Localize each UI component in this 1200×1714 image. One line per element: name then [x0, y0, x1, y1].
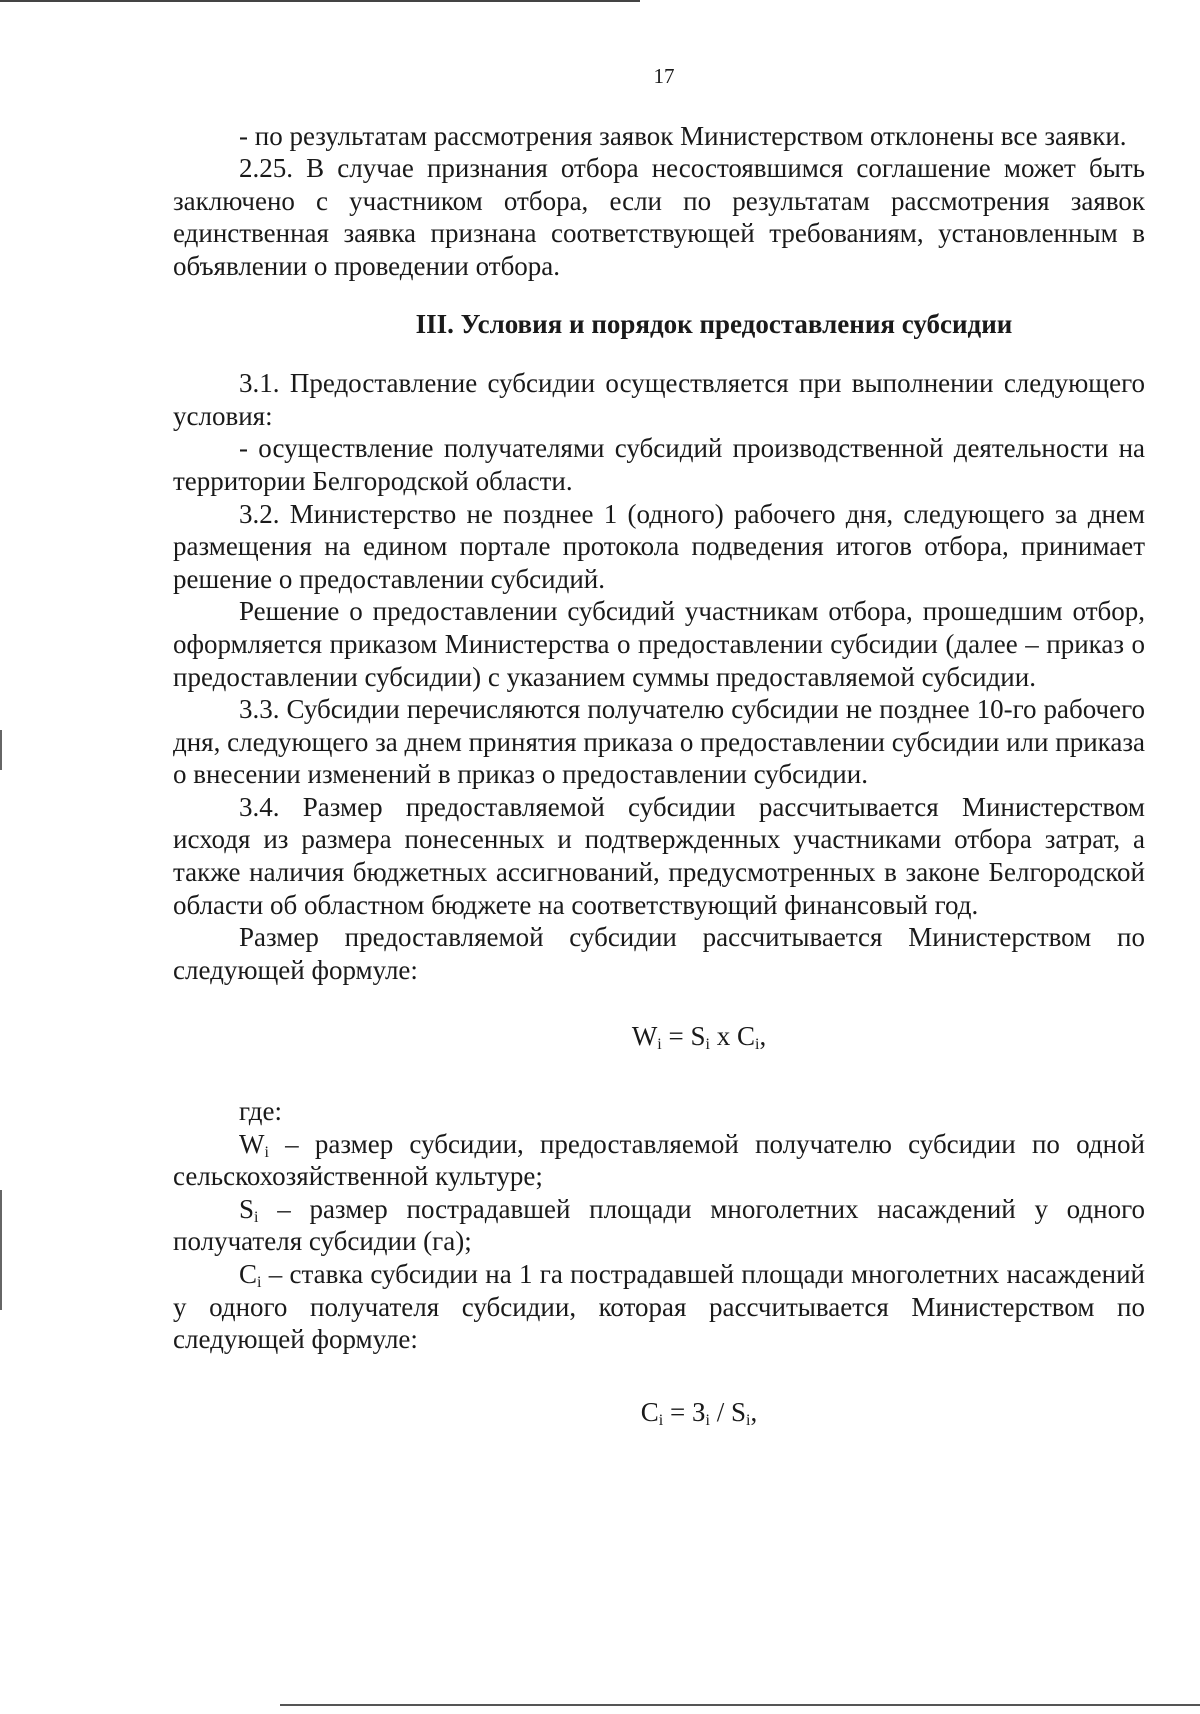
paragraph-rejected-applications: - по результатам рассмотрения заявок Министерством отклонены все заявки. [239, 120, 1127, 151]
paragraph-3-4: 3.4. Размер предоставляемой субсидии рассчитывается Министерством исходя из размера понесенных и подтвержденных участниками отбора затрат, а также наличия бюджетных ассигнований, предусмотренных в законе Белгородской области об областном бюджете на соответствующий финансовый год. [173, 791, 1145, 920]
scan-edge-top [0, 0, 640, 2]
definition-S: $S_i$ – размер пострадавшей площади многолетних насаждений у одного получателя субсидии (га); [173, 1193, 1145, 1257]
definition-C: $C_i$ – ставка субсидии на 1 га пострадавшей площади многолетних насаждений у одного получателя субсидии, которая рассчитывается Министерством по следующей формуле: [173, 1259, 1145, 1355]
where-label: где: [239, 1096, 282, 1127]
formula-subsidy-amount: $W_i = S_i$ x $C_i$, [631, 1021, 767, 1054]
paragraph-2-25: 2.25. В случае признания отбора несостоявшимся соглашение может быть заключено с участником отбора, если по результатам рассмотрения заявок единственная заявка признана соответствующей требованиям, установленным в объявлении о проведении отбора. [173, 153, 1145, 281]
scan-edge-left-mark [0, 730, 2, 770]
paragraph-3-1: 3.1. Предоставление субсидии осуществляется при выполнении следующего условия: [173, 368, 1145, 431]
section-title: III. Условия и порядок предоставления субсидии [415, 308, 1013, 339]
paragraph-3-1-condition: - осуществление получателями субсидий производственной деятельности на территории Белгородской области. [173, 433, 1145, 496]
paragraph-3-3: 3.3. Субсидии перечисляются получателю субсидии не позднее 10-го рабочего дня, следующего за днем принятия приказа о предоставлении субсидии или приказа о внесении изменений в приказ о предоставлении субсидии. [173, 694, 1145, 790]
scan-edge-bottom [280, 1704, 1200, 1706]
document-page [173, 60, 1145, 1470]
paragraph-3-2: 3.2. Министерство не позднее 1 (одного) рабочего дня, следующего за днем размещения на едином портале протокола подведения итогов отбора, принимает решение о предоставлении субсидий. [173, 498, 1145, 594]
scan-edge-left-mark [0, 1190, 2, 1310]
formula-subsidy-rate: $C_i = З_i / S_i$, [640, 1396, 758, 1429]
paragraph-3-2-decision: Решение о предоставлении субсидий участникам отбора, прошедшим отбор, оформляется приказом Министерства о предоставлении субсидии (далее – приказ о предоставлении субсидии) с указанием суммы предоставляемой субсидии. [173, 596, 1145, 692]
page-number: 17 [653, 64, 675, 88]
definition-W: $W_i$ – размер субсидии, предоставляемой получателю субсидии по одной сельскохозяйственной культуре; [173, 1128, 1145, 1192]
paragraph-3-4-formula-intro: Размер предоставляемой субсидии рассчитывается Министерством по следующей формуле: [173, 922, 1145, 985]
